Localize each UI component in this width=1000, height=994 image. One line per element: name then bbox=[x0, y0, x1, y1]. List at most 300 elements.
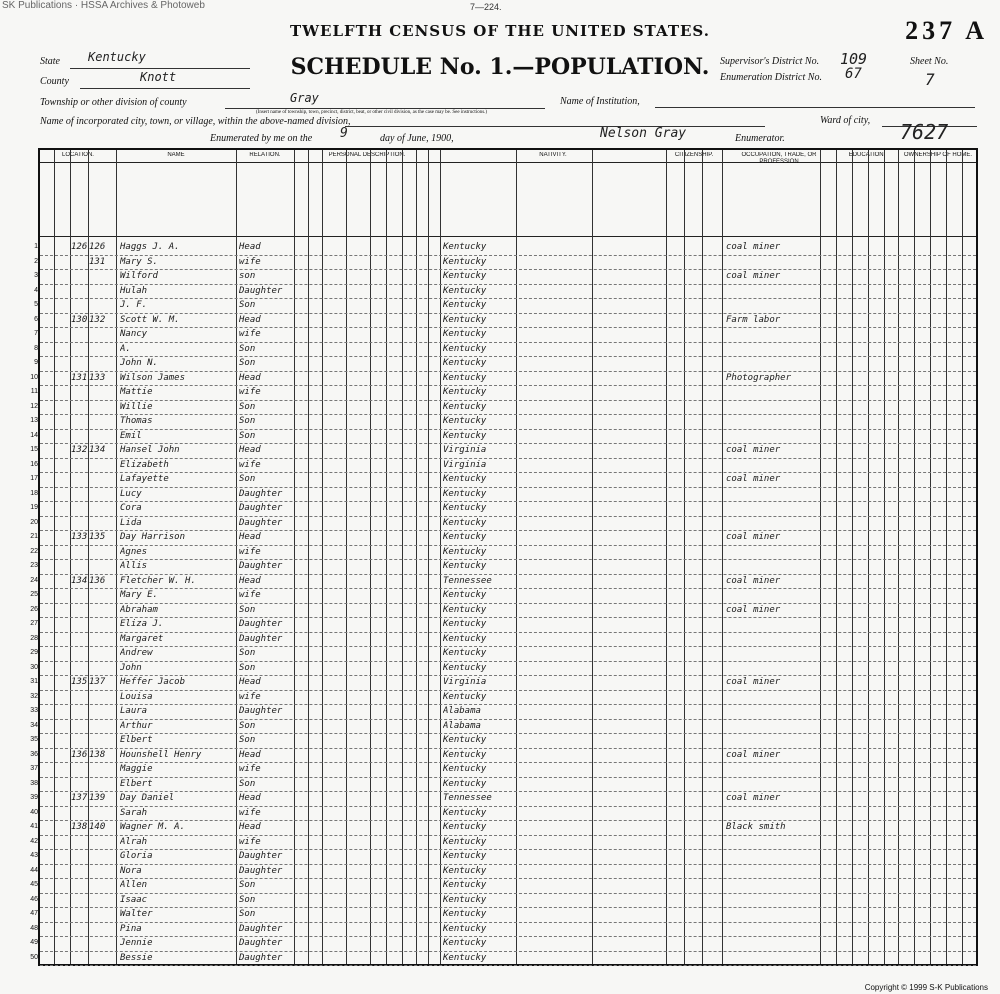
person-name: Abraham bbox=[120, 604, 158, 615]
person-name: Day Harrison bbox=[120, 532, 186, 542]
row-number: 13 bbox=[30, 417, 38, 424]
grid-vline bbox=[236, 150, 237, 964]
birthplace: Tennessee bbox=[443, 793, 492, 803]
person-name: Lafayette bbox=[120, 474, 169, 484]
row-number: 41 bbox=[30, 823, 38, 830]
family-number: 135 bbox=[89, 532, 106, 542]
family-number: 137 bbox=[89, 677, 106, 687]
row-number: 21 bbox=[30, 533, 38, 540]
row-number: 31 bbox=[30, 678, 38, 685]
birthplace: Kentucky bbox=[443, 561, 487, 571]
state-label: State bbox=[40, 56, 60, 67]
occupation: Black smith bbox=[726, 822, 786, 832]
row-divider bbox=[40, 965, 976, 966]
relation: Daughter bbox=[239, 923, 283, 934]
relation: Daughter bbox=[239, 619, 283, 629]
col-personal: PERSONAL DESCRIPTION. bbox=[328, 152, 406, 158]
row-number: 7 bbox=[34, 330, 38, 337]
township-label: Township or other division of county bbox=[40, 97, 187, 108]
person-name: Laura bbox=[120, 706, 148, 716]
row-number: 37 bbox=[30, 765, 38, 772]
occupation: coal miner bbox=[726, 445, 781, 455]
person-name: Willie bbox=[120, 401, 153, 412]
birthplace: Kentucky bbox=[443, 923, 487, 934]
person-name: J. F. bbox=[120, 300, 148, 310]
relation: Head bbox=[239, 575, 261, 586]
occupation: Photographer bbox=[726, 372, 792, 383]
person-name: Nora bbox=[120, 865, 142, 876]
row-number: 4 bbox=[34, 286, 38, 294]
birthplace: Kentucky bbox=[443, 372, 487, 383]
row-number: 45 bbox=[30, 881, 38, 888]
person-name: Nancy bbox=[120, 329, 148, 339]
person-name: Mary E. bbox=[120, 590, 158, 600]
birthplace: Kentucky bbox=[443, 836, 487, 847]
row-number: 2 bbox=[34, 257, 38, 265]
grid-vline bbox=[666, 150, 667, 964]
person-name: Hulah bbox=[120, 285, 148, 296]
institution-label: Name of Institution, bbox=[560, 96, 640, 107]
row-number: 42 bbox=[30, 837, 38, 845]
birthplace: Kentucky bbox=[443, 633, 487, 644]
person-name: Lucy bbox=[120, 488, 142, 499]
person-name: Andrew bbox=[120, 648, 153, 658]
relation: Head bbox=[239, 677, 261, 687]
grid-vline bbox=[516, 150, 517, 964]
col-citizenship: CITIZENSHIP. bbox=[674, 152, 714, 158]
birthplace: Kentucky bbox=[443, 604, 487, 615]
dwelling-number: 130 bbox=[71, 314, 88, 325]
row-number: 23 bbox=[30, 562, 38, 569]
dwelling-number: 136 bbox=[71, 749, 88, 760]
person-name: Maggie bbox=[120, 764, 153, 774]
birthplace: Kentucky bbox=[443, 807, 487, 818]
family-number: 140 bbox=[89, 822, 106, 832]
birthplace: Kentucky bbox=[443, 619, 487, 629]
col-nativity: NATIVITY. bbox=[539, 152, 567, 158]
grid-vline bbox=[416, 150, 417, 964]
row-number: 30 bbox=[30, 663, 38, 671]
birthplace: Kentucky bbox=[443, 822, 487, 832]
relation: Daughter bbox=[239, 517, 283, 528]
grid-vline bbox=[946, 150, 947, 964]
person-name: Arthur bbox=[120, 720, 153, 731]
relation: Head bbox=[239, 372, 261, 383]
row-number: 1 bbox=[34, 243, 38, 250]
form-code: 7—224. bbox=[470, 2, 502, 12]
grid-vline bbox=[370, 150, 371, 964]
occupation: coal miner bbox=[726, 575, 781, 586]
grid-vline bbox=[402, 150, 403, 964]
relation: Son bbox=[239, 401, 256, 412]
grid-vline bbox=[54, 150, 55, 964]
family-number: 131 bbox=[89, 256, 106, 267]
birthplace: Kentucky bbox=[443, 764, 487, 774]
row-number: 20 bbox=[30, 518, 38, 526]
birthplace: Kentucky bbox=[443, 358, 487, 368]
person-name: Wagner M. A. bbox=[120, 822, 186, 832]
dwelling-number: 135 bbox=[71, 677, 88, 687]
row-number: 49 bbox=[30, 939, 38, 946]
person-name: Hounshell Henry bbox=[120, 749, 202, 760]
person-name: Mattie bbox=[120, 387, 153, 397]
sheet-value: 7 bbox=[925, 70, 935, 89]
enumerator-label: Enumerator. bbox=[735, 133, 785, 144]
person-name: Margaret bbox=[120, 633, 164, 644]
row-number: 33 bbox=[30, 707, 38, 714]
grid-vline bbox=[322, 150, 323, 964]
county-underline bbox=[80, 88, 250, 89]
birthplace: Kentucky bbox=[443, 865, 487, 876]
row-number: 15 bbox=[30, 446, 38, 453]
birthplace: Kentucky bbox=[443, 488, 487, 499]
relation: Head bbox=[239, 314, 261, 325]
row-number: 6 bbox=[34, 315, 38, 323]
birthplace: Kentucky bbox=[443, 952, 487, 963]
township-value: Gray bbox=[290, 91, 319, 105]
birthplace: Kentucky bbox=[443, 749, 487, 760]
grid-vline bbox=[346, 150, 347, 964]
relation: Daughter bbox=[239, 865, 283, 876]
row-number: 39 bbox=[30, 794, 38, 801]
birthplace: Kentucky bbox=[443, 503, 487, 513]
birthplace: Alabama bbox=[443, 720, 481, 731]
grid-vline bbox=[294, 150, 295, 964]
relation: Son bbox=[239, 735, 256, 745]
birthplace: Kentucky bbox=[443, 894, 487, 905]
person-name: Pina bbox=[120, 923, 142, 934]
enumerated-prefix: Enumerated by me on the bbox=[210, 133, 313, 144]
birthplace: Tennessee bbox=[443, 575, 492, 586]
row-number: 17 bbox=[30, 475, 38, 482]
township-underline bbox=[225, 108, 545, 109]
person-name: Cora bbox=[120, 503, 142, 513]
state-underline bbox=[70, 68, 250, 69]
county-label: County bbox=[40, 76, 69, 87]
row-number: 35 bbox=[30, 736, 38, 743]
person-name: Wilson James bbox=[120, 372, 186, 383]
person-name: Bessie bbox=[120, 952, 153, 963]
family-number: 134 bbox=[89, 445, 106, 455]
birthplace: Kentucky bbox=[443, 271, 487, 281]
birthplace: Kentucky bbox=[443, 517, 487, 528]
person-name: Elbert bbox=[120, 778, 153, 789]
row-number: 44 bbox=[30, 866, 38, 874]
relation: Head bbox=[239, 242, 261, 252]
relation: Head bbox=[239, 749, 261, 760]
row-number: 48 bbox=[30, 924, 38, 932]
enumerated-mid: day of June, 1900, bbox=[380, 133, 454, 144]
occupation: coal miner bbox=[726, 793, 781, 803]
relation: wife bbox=[239, 764, 261, 774]
supervisor-value: 109 bbox=[840, 50, 868, 68]
sheet-label: Sheet No. bbox=[910, 56, 949, 67]
row-number: 5 bbox=[34, 301, 38, 308]
relation: Son bbox=[239, 343, 256, 354]
birthplace: Kentucky bbox=[443, 778, 487, 789]
person-name: Scott W. M. bbox=[120, 314, 180, 325]
relation: Son bbox=[239, 430, 256, 441]
sheet-stamp: 237 A bbox=[905, 16, 988, 45]
grid-vline bbox=[852, 150, 853, 964]
person-name: Allis bbox=[120, 561, 148, 571]
row-number: 32 bbox=[30, 692, 38, 700]
dwelling-number: 137 bbox=[71, 793, 88, 803]
relation: wife bbox=[239, 459, 261, 470]
person-name: Louisa bbox=[120, 691, 153, 702]
person-name: John bbox=[120, 662, 142, 673]
row-number: 34 bbox=[30, 721, 38, 729]
grid-vline bbox=[88, 150, 89, 964]
person-name: Elbert bbox=[120, 735, 153, 745]
relation: wife bbox=[239, 590, 261, 600]
grid-vline bbox=[884, 150, 885, 964]
birthplace: Kentucky bbox=[443, 648, 487, 658]
relation: Son bbox=[239, 662, 256, 673]
col-education: EDUCATION. bbox=[848, 152, 886, 158]
relation: Head bbox=[239, 822, 261, 832]
watermark-text: SK Publications · HSSA Archives & Photoweb bbox=[2, 0, 205, 11]
dwelling-number: 134 bbox=[71, 575, 88, 586]
person-name: Isaac bbox=[120, 894, 148, 905]
family-number: 132 bbox=[89, 314, 106, 325]
schedule-title: SCHEDULE No. 1.—POPULATION. bbox=[290, 54, 710, 80]
row-number: 46 bbox=[30, 895, 38, 903]
dwelling-number: 138 bbox=[71, 822, 88, 832]
grid-vline bbox=[914, 150, 915, 964]
person-name: Fletcher W. H. bbox=[120, 575, 196, 586]
relation: Son bbox=[239, 778, 256, 789]
relation: wife bbox=[239, 691, 261, 702]
dwelling-number: 132 bbox=[71, 445, 88, 455]
person-name: Walter bbox=[120, 909, 153, 919]
person-name: Alrah bbox=[120, 836, 148, 847]
family-number: 126 bbox=[89, 242, 106, 252]
dwelling-number: 126 bbox=[71, 242, 88, 252]
person-name: Day Daniel bbox=[120, 793, 175, 803]
relation: Head bbox=[239, 445, 261, 455]
family-number: 136 bbox=[89, 575, 106, 586]
person-name: Wilford bbox=[120, 271, 158, 281]
person-name: Heffer Jacob bbox=[120, 677, 186, 687]
person-name: Thomas bbox=[120, 416, 153, 426]
person-name: Gloria bbox=[120, 851, 153, 861]
row-number: 40 bbox=[30, 808, 38, 816]
occupation: coal miner bbox=[726, 604, 781, 615]
row-number: 16 bbox=[30, 460, 38, 468]
birthplace: Kentucky bbox=[443, 474, 487, 484]
birthplace: Kentucky bbox=[443, 938, 487, 948]
copyright: Copyright © 1999 S-K Publications bbox=[864, 983, 988, 992]
relation: Daughter bbox=[239, 285, 283, 296]
person-name: Hansel John bbox=[120, 445, 180, 455]
relation: Son bbox=[239, 909, 256, 919]
relation: wife bbox=[239, 807, 261, 818]
person-name: Elizabeth bbox=[120, 459, 169, 470]
grid-vline bbox=[868, 150, 869, 964]
grid-vline bbox=[308, 150, 309, 964]
family-number: 139 bbox=[89, 793, 106, 803]
row-number: 19 bbox=[30, 504, 38, 511]
birthplace: Kentucky bbox=[443, 909, 487, 919]
birthplace: Virginia bbox=[443, 445, 487, 455]
occupation: coal miner bbox=[726, 677, 781, 687]
birthplace: Kentucky bbox=[443, 387, 487, 397]
birthplace: Kentucky bbox=[443, 662, 487, 673]
relation: wife bbox=[239, 256, 261, 267]
grid-vline bbox=[386, 150, 387, 964]
person-name: Allen bbox=[120, 880, 148, 890]
row-number: 14 bbox=[30, 431, 38, 439]
birthplace: Kentucky bbox=[443, 590, 487, 600]
occupation: coal miner bbox=[726, 749, 781, 760]
relation: Daughter bbox=[239, 706, 283, 716]
relation: son bbox=[239, 271, 256, 281]
page-number: 7627 bbox=[900, 120, 949, 144]
relation: Daughter bbox=[239, 488, 283, 499]
person-name: Agnes bbox=[120, 546, 148, 557]
occupation: coal miner bbox=[726, 242, 781, 252]
grid-vline bbox=[70, 150, 71, 964]
birthplace: Kentucky bbox=[443, 285, 487, 296]
col-name: NAME bbox=[167, 152, 185, 158]
city-underline bbox=[345, 126, 765, 127]
enumerator-name: Nelson Gray bbox=[600, 126, 687, 141]
birthplace: Alabama bbox=[443, 706, 481, 716]
row-number: 8 bbox=[34, 344, 38, 352]
relation: Son bbox=[239, 300, 256, 310]
grid-vline bbox=[930, 150, 931, 964]
row-number: 26 bbox=[30, 605, 38, 613]
row-number: 9 bbox=[34, 359, 38, 366]
grid-vline bbox=[836, 150, 837, 964]
supervisor-label: Supervisor's District No. bbox=[720, 56, 820, 67]
city-label: Name of incorporated city, town, or village, within the above-named division, bbox=[40, 116, 351, 127]
relation: Daughter bbox=[239, 503, 283, 513]
row-number: 27 bbox=[30, 620, 38, 627]
relation: Son bbox=[239, 358, 256, 368]
row-number: 10 bbox=[30, 373, 38, 381]
birthplace: Kentucky bbox=[443, 343, 487, 354]
row-number: 43 bbox=[30, 852, 38, 859]
row-number: 50 bbox=[30, 953, 38, 961]
occupation: Farm labor bbox=[726, 314, 781, 325]
col-location: LOCATION. bbox=[62, 152, 94, 158]
grid-vline bbox=[116, 150, 117, 964]
row-number: 12 bbox=[30, 402, 38, 410]
person-name: Eliza J. bbox=[120, 619, 164, 629]
grid-vline bbox=[428, 150, 429, 964]
birthplace: Kentucky bbox=[443, 314, 487, 325]
occupation: coal miner bbox=[726, 474, 781, 484]
relation: Daughter bbox=[239, 561, 283, 571]
row-number: 11 bbox=[30, 388, 38, 395]
grid-vline bbox=[962, 150, 963, 964]
row-number: 47 bbox=[30, 910, 38, 917]
grid-vline bbox=[898, 150, 899, 964]
relation: wife bbox=[239, 836, 261, 847]
relation: Daughter bbox=[239, 938, 283, 948]
family-number: 133 bbox=[89, 372, 106, 383]
grid-vline bbox=[440, 150, 441, 964]
person-name: A. bbox=[120, 343, 131, 354]
institution-underline bbox=[655, 107, 975, 108]
person-name: Jennie bbox=[120, 938, 153, 948]
row-number: 29 bbox=[30, 649, 38, 656]
relation: Head bbox=[239, 793, 261, 803]
relation: Daughter bbox=[239, 851, 283, 861]
grid-vline bbox=[820, 150, 821, 964]
col-ownership: OWNERSHIP OF HOME. bbox=[903, 152, 973, 158]
grid-vline bbox=[702, 150, 703, 964]
ward-label: Ward of city, bbox=[820, 115, 871, 126]
row-number: 22 bbox=[30, 547, 38, 555]
grid-vline bbox=[684, 150, 685, 964]
person-name: Emil bbox=[120, 430, 142, 441]
birthplace: Virginia bbox=[443, 677, 487, 687]
person-name: Sarah bbox=[120, 807, 148, 818]
relation: wife bbox=[239, 329, 261, 339]
person-name: Mary S. bbox=[120, 256, 158, 267]
birthplace: Kentucky bbox=[443, 430, 487, 441]
dwelling-number: 131 bbox=[71, 372, 88, 383]
relation: Son bbox=[239, 720, 256, 731]
birthplace: Kentucky bbox=[443, 256, 487, 267]
person-name: Haggs J. A. bbox=[120, 242, 180, 252]
census-title: TWELFTH CENSUS OF THE UNITED STATES. bbox=[290, 22, 710, 40]
row-number: 3 bbox=[34, 272, 38, 279]
county-value: Knott bbox=[140, 70, 177, 84]
relation: Daughter bbox=[239, 633, 283, 644]
birthplace: Kentucky bbox=[443, 691, 487, 702]
row-number: 24 bbox=[30, 576, 38, 584]
birthplace: Kentucky bbox=[443, 851, 487, 861]
birthplace: Kentucky bbox=[443, 880, 487, 890]
col-relation: RELATION. bbox=[249, 152, 281, 158]
relation: Head bbox=[239, 532, 261, 542]
birthplace: Virginia bbox=[443, 459, 487, 470]
relation: Son bbox=[239, 880, 256, 890]
row-number: 28 bbox=[30, 634, 38, 642]
birthplace: Kentucky bbox=[443, 329, 487, 339]
birthplace: Kentucky bbox=[443, 242, 487, 252]
enumeration-value: 67 bbox=[845, 66, 862, 82]
enumeration-label: Enumeration District No. bbox=[720, 72, 822, 83]
row-number: 36 bbox=[30, 750, 38, 758]
relation: Son bbox=[239, 416, 256, 426]
relation: wife bbox=[239, 546, 261, 557]
person-name: John N. bbox=[120, 358, 158, 368]
relation: wife bbox=[239, 387, 261, 397]
relation: Son bbox=[239, 604, 256, 615]
birthplace: Kentucky bbox=[443, 532, 487, 542]
grid-vline bbox=[722, 150, 723, 964]
relation: Son bbox=[239, 894, 256, 905]
birthplace: Kentucky bbox=[443, 401, 487, 412]
dwelling-number: 133 bbox=[71, 532, 88, 542]
enumerated-day: 9 bbox=[340, 126, 348, 141]
relation: Son bbox=[239, 474, 256, 484]
birthplace: Kentucky bbox=[443, 416, 487, 426]
row-number: 25 bbox=[30, 591, 38, 598]
row-number: 18 bbox=[30, 489, 38, 497]
occupation: coal miner bbox=[726, 532, 781, 542]
township-note: (Insert name of township, town, precinct, district, beat, or other civil division, as the case may be. See instructions.) bbox=[256, 110, 488, 115]
relation: Son bbox=[239, 648, 256, 658]
relation: Daughter bbox=[239, 952, 283, 963]
state-value: Kentucky bbox=[88, 50, 146, 64]
family-number: 138 bbox=[89, 749, 106, 760]
